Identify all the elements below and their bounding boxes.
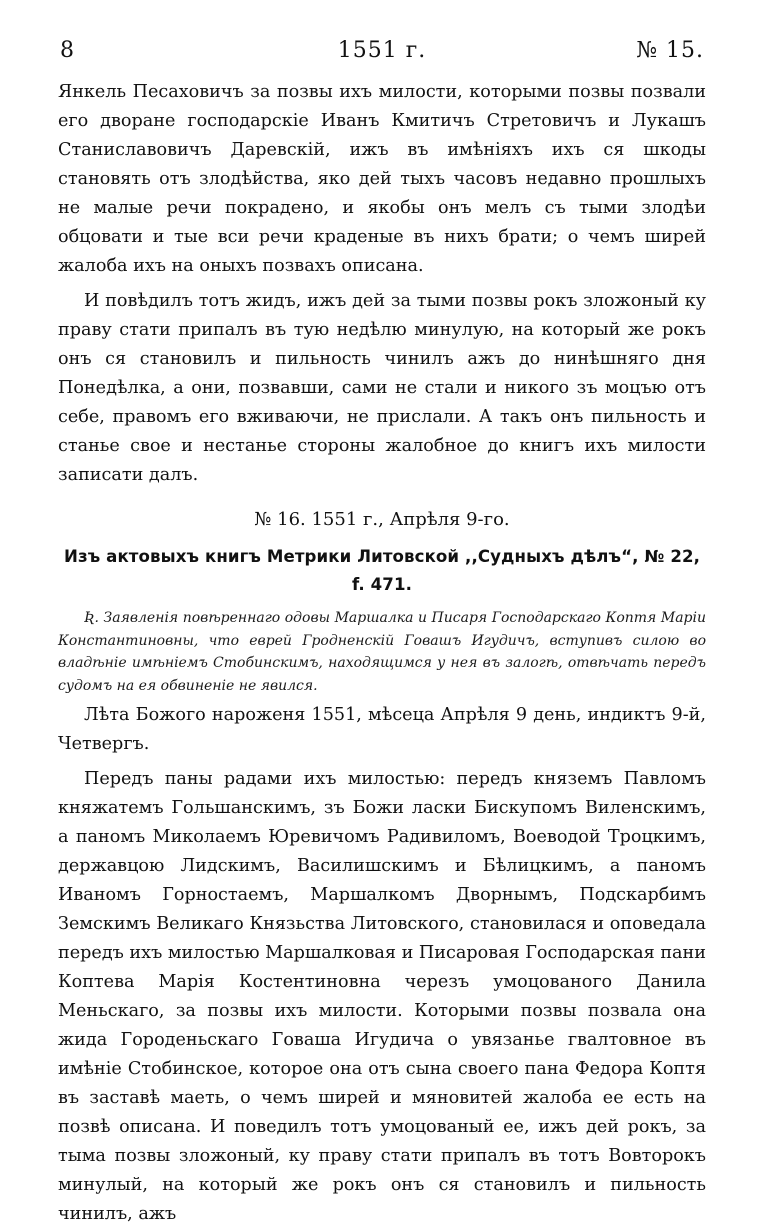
doc16-paragraph-2: Передъ паны радами ихъ милостью: передъ княземъ Павломъ княжатемъ Гольшанскимъ, зъ Божи ласки Бискупомъ Виленскимъ, а паномъ Миколаемъ Юревичомъ Радивиломъ, Воеводой Троцкимъ, державцою Лидскимъ, Василишскимъ и Бѣлицкимъ, а паномъ Иваномъ Горностаемъ, Маршалкомъ Дворнымъ, Подскарбимъ Земскимъ Великаго Князьства Литовского, становилася и оповедала передъ ихъ милостью Маршалковая и Писаровая Господарская пани Коптева Марія Костентиновна черезъ умоцованого Данила Меньскаго, за позвы ихъ милости. Которыми позвы позвала она жида Городеньскаго Говаша Игудича о увязанье гвалтовное въ имѣніе Стобинское, которое она отъ сына своего пана Федора Коптя въ заставѣ маеть, о чемъ ширей и мяновитей жалоба ее есть на позвѣ описана. И поведилъ тотъ умоцованый ее, ижъ дей рокъ, за тыма позвы зложоный, ку праву стати припалъ въ тотъ Вовторокъ минулый, на который же рокъ онъ ся становилъ и пильность чинилъ, ажъ [58,769,706,1224]
header-year: 1551 г. [337,38,427,63]
doc16-paragraph-1: Лѣта Божого нароженя 1551, мѣсеца Апрѣля 9 день, индиктъ 9-й, Четвергъ. [58,705,706,754]
doc16-source: Изъ актовыхъ книгъ Метрики Литовской ,,Судныхъ дѣлъ“, № 22, f. 471. [63,547,701,594]
doc16-title: № 16. 1551 г., Апрѣля 9-го. [254,509,510,530]
document-page [58,38,706,1229]
header-doc-number: № 15. [636,38,704,63]
doc16-summary: Ʀ. Заявленія повѣреннаго одовы Маршалка и Писаря Господарскаго Коптя Маріи Константиновны, что еврей Гродненскій Говашъ Игудичъ, вступивъ силою во владѣніе имѣніемъ Стобинскимъ, находящимся у нея въ залогѣ, отвѣчать передъ судомъ на ея обвиненіе не явился. [58,610,706,694]
doc15-paragraph-2: И повѣдилъ тотъ жидъ, ижъ дей за тыми позвы рокъ зложоный ку праву стати припалъ въ тую недѣлю минулую, на который же рокъ онъ ся становилъ и пильность чинилъ ажъ до нинѣшняго дня Понедѣлка, а они, позвавши, сами не стали и никого зъ моцъю отъ себе, правомъ его вживаючи, не прислали. А такъ онъ пильность и станье свое и нестанье стороны жалобное до книгъ ихъ милости записати далъ. [58,291,706,485]
doc15-paragraph-1: Янкель Песаховичъ за позвы ихъ милости, которыми позвы позвали его дворане господарскіе Иванъ Кмитичъ Стретовичъ и Лукашъ Станиславовичъ Даревскій, ижъ въ имѣніяхъ ихъ ся шкоды становять отъ злодѣйства, яко дей тыхъ часовъ недавно прошлыхъ не малые речи покрадено, и якобы онъ мелъ съ тыми злодѣи обцовати и тые вси речи краденые въ нихъ брати; о чемъ ширей жалоба ихъ на оныхъ позвахъ описана. [58,82,706,276]
page-header [58,38,706,78]
page-number: 8 [60,38,75,63]
